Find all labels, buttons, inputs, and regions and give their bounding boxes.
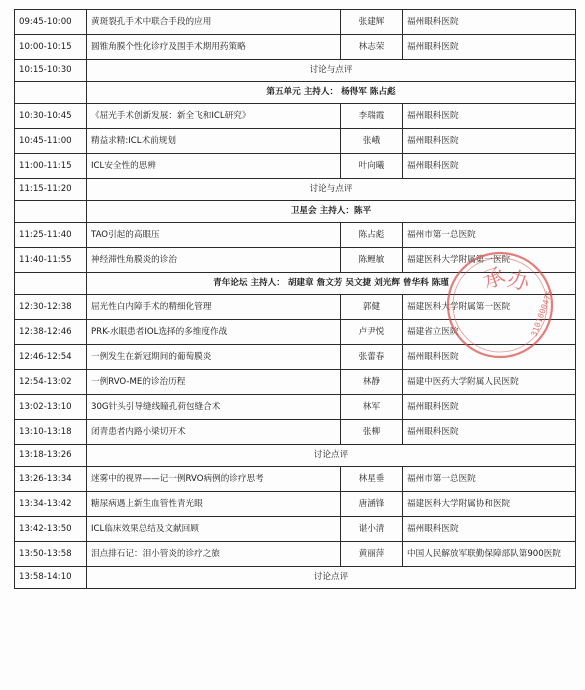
section-header-row bbox=[15, 273, 576, 295]
schedule-row bbox=[15, 370, 576, 395]
svg-text:办: 办 bbox=[504, 266, 533, 297]
topic-cell: 精益求精:ICL术前规划 bbox=[87, 129, 341, 154]
speaker-cell: 卢尹悦 bbox=[341, 320, 403, 345]
organization-cell: 福州眼科医院 bbox=[403, 10, 576, 35]
topic-cell: TAO引起的高眼压 bbox=[87, 223, 341, 248]
speaker-cell: 郭健 bbox=[341, 295, 403, 320]
time-cell: 11:40-11:55 bbox=[15, 248, 87, 273]
schedule-row bbox=[15, 248, 576, 273]
time-cell: 12:30-12:38 bbox=[15, 295, 87, 320]
topic-cell: 一例发生在新冠期间的葡萄膜炎 bbox=[87, 345, 341, 370]
organization-cell: 福州市第一总医院 bbox=[403, 467, 576, 492]
time-cell: 13:18-13:26 bbox=[15, 445, 87, 467]
schedule-row bbox=[15, 517, 576, 542]
schedule-table bbox=[14, 9, 576, 589]
time-cell: 13:02-13:10 bbox=[15, 395, 87, 420]
section-header-row bbox=[15, 82, 576, 104]
time-cell: 11:25-11:40 bbox=[15, 223, 87, 248]
speaker-cell: 张建辉 bbox=[341, 10, 403, 35]
organization-cell: 福州眼科医院 bbox=[403, 395, 576, 420]
organization-cell: 福建医科大学附属协和医院 bbox=[403, 492, 576, 517]
time-cell: 11:00-11:15 bbox=[15, 154, 87, 179]
time-cell: 13:42-13:50 bbox=[15, 517, 87, 542]
discussion-cell: 讨论与点评 bbox=[87, 60, 576, 82]
time-cell: 13:34-13:42 bbox=[15, 492, 87, 517]
schedule-body bbox=[15, 10, 576, 589]
organization-cell: 福州眼科医院 bbox=[403, 104, 576, 129]
section-title-cell: 卫星会 主持人：陈平 bbox=[87, 201, 576, 223]
organization-cell: 福州眼科医院 bbox=[403, 35, 576, 60]
topic-cell: 糖尿病遇上新生血管性青光眼 bbox=[87, 492, 341, 517]
topic-cell: 迷雾中的视界——记一例RVO病例的诊疗思考 bbox=[87, 467, 341, 492]
schedule-row bbox=[15, 223, 576, 248]
topic-cell: ICL临床效果总结及文献回顾 bbox=[87, 517, 341, 542]
topic-cell: PRK-水眼患者IOL选择的多维度作战 bbox=[87, 320, 341, 345]
schedule-row bbox=[15, 295, 576, 320]
svg-text:3101000475: 3101000475 bbox=[529, 289, 555, 338]
speaker-cell: 张柳 bbox=[341, 420, 403, 445]
time-cell: 10:15-10:30 bbox=[15, 60, 87, 82]
schedule-row bbox=[15, 35, 576, 60]
topic-cell: 《屈光手术创新发展：新全飞和ICL研究》 bbox=[87, 104, 341, 129]
discussion-cell: 讨论点评 bbox=[87, 445, 576, 467]
time-cell: 10:30-10:45 bbox=[15, 104, 87, 129]
organization-cell: 福建省立医院 bbox=[403, 320, 576, 345]
time-cell: 12:54-13:02 bbox=[15, 370, 87, 395]
organization-cell: 福州眼科医院 bbox=[403, 129, 576, 154]
schedule-row bbox=[15, 467, 576, 492]
schedule-row bbox=[15, 154, 576, 179]
section-title-cell: 第五单元 主持人： 杨得军 陈占彪 bbox=[87, 82, 576, 104]
time-cell: 09:45-10:00 bbox=[15, 10, 87, 35]
schedule-row bbox=[15, 320, 576, 345]
schedule-row bbox=[15, 420, 576, 445]
time-cell: 13:58-14:10 bbox=[15, 567, 87, 589]
speaker-cell: 谌小清 bbox=[341, 517, 403, 542]
organization-cell: 福州眼科医院 bbox=[403, 154, 576, 179]
discussion-row bbox=[15, 445, 576, 467]
topic-cell: ICL安全性的思辨 bbox=[87, 154, 341, 179]
topic-cell: 30G针头引导缝线瞳孔荷包缝合术 bbox=[87, 395, 341, 420]
time-cell: 13:26-13:34 bbox=[15, 467, 87, 492]
time-cell: 10:00-10:15 bbox=[15, 35, 87, 60]
topic-cell: 神经滞性角膜炎的诊治 bbox=[87, 248, 341, 273]
topic-cell: 泪点排石记：泪小管炎的诊疗之旅 bbox=[87, 542, 341, 567]
time-cell: 12:46-12:54 bbox=[15, 345, 87, 370]
organization-cell: 福建医科大学附属第一医院 bbox=[403, 248, 576, 273]
schedule-page bbox=[14, 9, 575, 589]
schedule-row bbox=[15, 542, 576, 567]
speaker-cell: 张蕾春 bbox=[341, 345, 403, 370]
speaker-cell: 陈占彪 bbox=[341, 223, 403, 248]
organization-cell: 中国人民解放军联勤保障部队第900医院 bbox=[403, 542, 576, 567]
speaker-cell: 林静 bbox=[341, 370, 403, 395]
speaker-cell: 林星垂 bbox=[341, 467, 403, 492]
schedule-row bbox=[15, 10, 576, 35]
topic-cell: 圆锥角膜个性化诊疗及围手术期用药策略 bbox=[87, 35, 341, 60]
speaker-cell: 李瑞霞 bbox=[341, 104, 403, 129]
discussion-cell: 讨论与点评 bbox=[87, 179, 576, 201]
discussion-row bbox=[15, 179, 576, 201]
schedule-row bbox=[15, 129, 576, 154]
time-cell: 12:38-12:46 bbox=[15, 320, 87, 345]
schedule-row bbox=[15, 104, 576, 129]
section-title-cell: 青年论坛 主持人： 胡建章 詹文芳 吴文捷 刘光辉 曾华科 陈瑾 bbox=[87, 273, 576, 295]
empty-time-cell bbox=[15, 82, 87, 104]
time-cell: 13:10-13:18 bbox=[15, 420, 87, 445]
time-cell: 11:15-11:20 bbox=[15, 179, 87, 201]
time-cell: 13:50-13:58 bbox=[15, 542, 87, 567]
speaker-cell: 陈鲤敏 bbox=[341, 248, 403, 273]
organization-cell: 福建中医药大学附属人民医院 bbox=[403, 370, 576, 395]
speaker-cell: 林军 bbox=[341, 395, 403, 420]
speaker-cell: 唐涵锋 bbox=[341, 492, 403, 517]
topic-cell: 黄斑裂孔手术中联合手段的应用 bbox=[87, 10, 341, 35]
empty-time-cell bbox=[15, 273, 87, 295]
discussion-row bbox=[15, 567, 576, 589]
schedule-row bbox=[15, 492, 576, 517]
organization-cell: 福州市第一总医院 bbox=[403, 223, 576, 248]
organization-cell: 福州眼科医院 bbox=[403, 517, 576, 542]
schedule-row bbox=[15, 395, 576, 420]
topic-cell: 闭青患者内路小梁切开术 bbox=[87, 420, 341, 445]
svg-text:承: 承 bbox=[479, 263, 509, 295]
organization-cell: 福建医科大学附属第一医院 bbox=[403, 295, 576, 320]
time-cell: 10:45-11:00 bbox=[15, 129, 87, 154]
topic-cell: 一例RVO-ME的诊治历程 bbox=[87, 370, 341, 395]
organization-cell: 福州眼科医院 bbox=[403, 420, 576, 445]
discussion-row bbox=[15, 60, 576, 82]
speaker-cell: 叶向曦 bbox=[341, 154, 403, 179]
discussion-cell: 讨论点评 bbox=[87, 567, 576, 589]
speaker-cell: 黄丽萍 bbox=[341, 542, 403, 567]
speaker-cell: 张峨 bbox=[341, 129, 403, 154]
schedule-row bbox=[15, 345, 576, 370]
topic-cell: 屈光性白内障手术的精细化管理 bbox=[87, 295, 341, 320]
speaker-cell: 林志荣 bbox=[341, 35, 403, 60]
section-header-row bbox=[15, 201, 576, 223]
organization-cell: 福州眼科医院 bbox=[403, 345, 576, 370]
empty-time-cell bbox=[15, 201, 87, 223]
